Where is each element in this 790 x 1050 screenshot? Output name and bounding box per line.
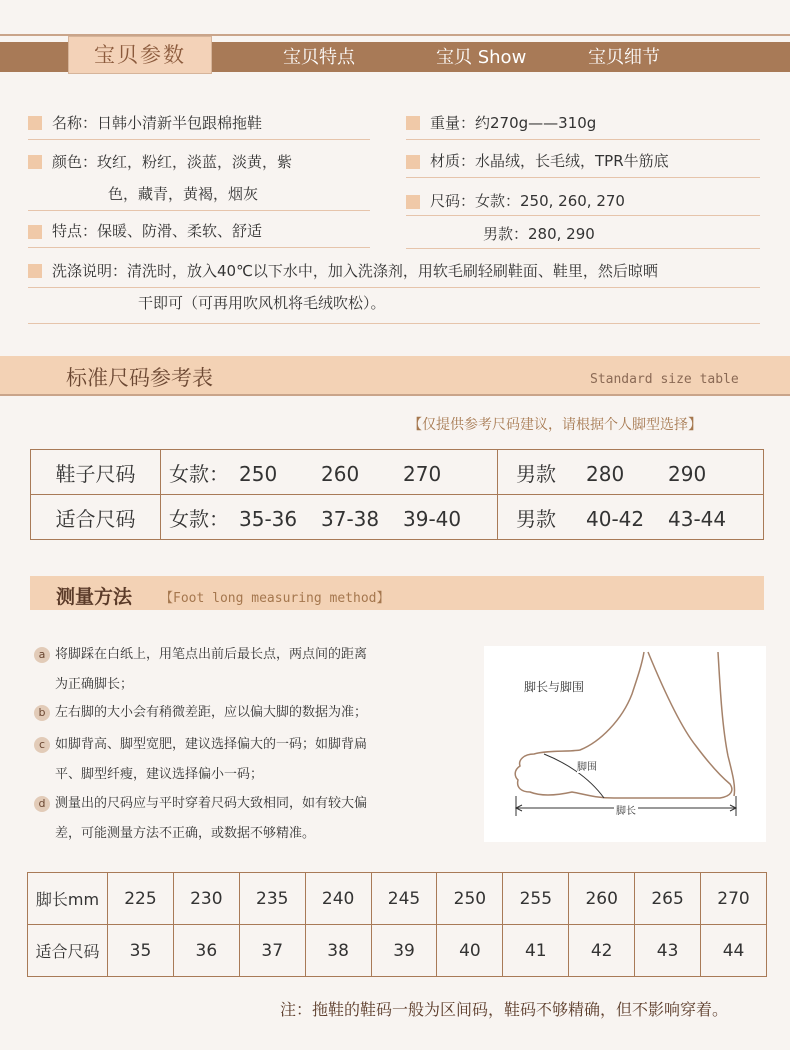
footer-note: 注：拖鞋的鞋码一般为区间码，鞋码不够精确，但不影响穿着。 <box>280 1000 729 1019</box>
women-label: 女款： <box>169 506 229 531</box>
bullet-icon <box>28 225 42 239</box>
divider <box>28 247 370 248</box>
size-value: 280 <box>586 461 625 486</box>
step-c-text: 如脚背高、脚型宽肥，建议选择偏大的一码；如脚背扁 <box>55 737 368 752</box>
step-a-text: 将脚踩在白纸上，用笔点出前后最长点，两点间的距离 <box>55 647 368 662</box>
tab-params[interactable]: 宝贝参数 <box>68 36 212 74</box>
size-note: 【仅提供参考尺码建议，请根据个人脚型选择】 <box>408 417 702 433</box>
bullet-icon <box>28 116 42 130</box>
step-d-text: 测量出的尺码应与平时穿着尺码大致相同，如有较大偏 <box>55 796 368 811</box>
size-row-header: 鞋子尺码 <box>31 450 161 495</box>
tab-details[interactable]: 宝贝细节 <box>588 47 660 68</box>
women-label: 女款： <box>169 461 229 486</box>
length-cell: 240 <box>305 873 371 925</box>
table-row <box>31 495 764 540</box>
men-label: 男款 <box>516 461 556 486</box>
size-value: 270 <box>403 461 442 486</box>
attr-weight: 重量：约270g——310g <box>430 114 597 132</box>
step-a-text-cont: 为正确脚长； <box>55 677 134 692</box>
foot-diagram-title: 脚长与脚围 <box>524 680 585 694</box>
size-cell: 42 <box>569 925 635 977</box>
attr-material: 材质：水晶绒，长毛绒，TPR牛筋底 <box>430 152 669 170</box>
bullet-icon <box>28 264 42 278</box>
bullet-icon <box>406 195 420 209</box>
foot-length-header: 脚长mm <box>28 873 108 925</box>
table-row <box>31 450 764 495</box>
size-table <box>30 449 764 540</box>
length-cell: 225 <box>108 873 174 925</box>
size-cell: 35 <box>108 925 174 977</box>
size-cell: 38 <box>305 925 371 977</box>
step-d-badge: d <box>34 796 50 812</box>
length-cell: 255 <box>503 873 569 925</box>
step-c-badge: c <box>34 737 50 753</box>
bullet-icon <box>28 155 42 169</box>
size-value: 37-38 <box>321 506 380 531</box>
size-cell: 39 <box>371 925 437 977</box>
women-sizes <box>161 450 498 495</box>
size-value: 43-44 <box>668 506 727 531</box>
foot-length-table <box>27 872 767 977</box>
tab-features[interactable]: 宝贝特点 <box>283 47 355 68</box>
divider <box>28 287 760 288</box>
length-cell: 270 <box>701 873 767 925</box>
length-cell: 245 <box>371 873 437 925</box>
men-sizes <box>498 450 764 495</box>
size-value: 40-42 <box>586 506 645 531</box>
attr-wash: 洗涤说明：清洗时，放入40℃以下水中，加入洗涤剂，用软毛刷轻刷鞋面、鞋里，然后晾晒 <box>52 262 658 280</box>
length-cell: 250 <box>437 873 503 925</box>
size-value: 250 <box>239 461 278 486</box>
foot-girth-label: 脚围 <box>577 758 597 773</box>
step-b-text: 左右脚的大小会有稍微差距，应以偏大脚的数据为准； <box>55 705 368 720</box>
bullet-icon <box>406 116 420 130</box>
size-value: 290 <box>668 461 707 486</box>
foot-length-label: 脚长 <box>614 802 638 817</box>
divider <box>406 215 760 216</box>
length-cell: 265 <box>635 873 701 925</box>
length-cell: 230 <box>173 873 239 925</box>
divider <box>406 248 760 249</box>
length-cell: 235 <box>239 873 305 925</box>
attr-feature: 特点：保暖、防滑、柔软、舒适 <box>52 222 263 240</box>
attr-name: 名称：日韩小清新半包跟棉拖鞋 <box>52 114 263 132</box>
divider <box>28 323 760 324</box>
measure-title-en: 【Foot long measuring method】 <box>160 591 390 606</box>
size-value: 35-36 <box>239 506 298 531</box>
divider <box>28 139 370 140</box>
size-cell: 40 <box>437 925 503 977</box>
tab-show[interactable]: 宝贝 Show <box>436 47 527 68</box>
attr-size-men: 男款：280, 290 <box>483 225 595 243</box>
size-value: 39-40 <box>403 506 462 531</box>
step-d-text-cont: 差，可能测量方法不正确，或数据不够精准。 <box>55 826 316 841</box>
measure-title: 测量方法 <box>56 586 133 608</box>
table-row <box>28 925 767 977</box>
attr-color-cont: 色，藏青，黄褐，烟灰 <box>108 185 259 203</box>
men-fit <box>498 495 764 540</box>
step-b-badge: b <box>34 705 50 721</box>
size-cell: 41 <box>503 925 569 977</box>
women-fit <box>161 495 498 540</box>
length-cell: 260 <box>569 873 635 925</box>
size-cell: 43 <box>635 925 701 977</box>
attr-wash-cont: 干即可（可再用吹风机将毛绒吹松）。 <box>138 294 386 312</box>
divider <box>406 177 760 178</box>
size-section-divider <box>0 394 790 396</box>
fit-row-header: 适合尺码 <box>31 495 161 540</box>
size-section-title-en: Standard size table <box>590 372 739 387</box>
bullet-icon <box>406 155 420 169</box>
foot-diagram <box>484 646 766 842</box>
measure-section-header <box>30 576 764 610</box>
fit-size-header: 适合尺码 <box>28 925 108 977</box>
size-cell: 37 <box>239 925 305 977</box>
size-cell: 36 <box>173 925 239 977</box>
step-c-text-cont: 平、脚型纤瘦，建议选择偏小一码； <box>55 767 264 782</box>
attr-size-women: 尺码：女款：250, 260, 270 <box>430 192 625 210</box>
step-a-badge: a <box>34 647 50 663</box>
attr-color: 颜色：玫红，粉红，淡蓝，淡黄，紫 <box>52 153 293 171</box>
size-cell: 44 <box>701 925 767 977</box>
table-row <box>28 873 767 925</box>
divider <box>406 139 760 140</box>
men-label: 男款 <box>516 506 556 531</box>
size-value: 260 <box>321 461 360 486</box>
divider <box>28 210 370 211</box>
size-section-title: 标准尺码参考表 <box>66 366 213 390</box>
